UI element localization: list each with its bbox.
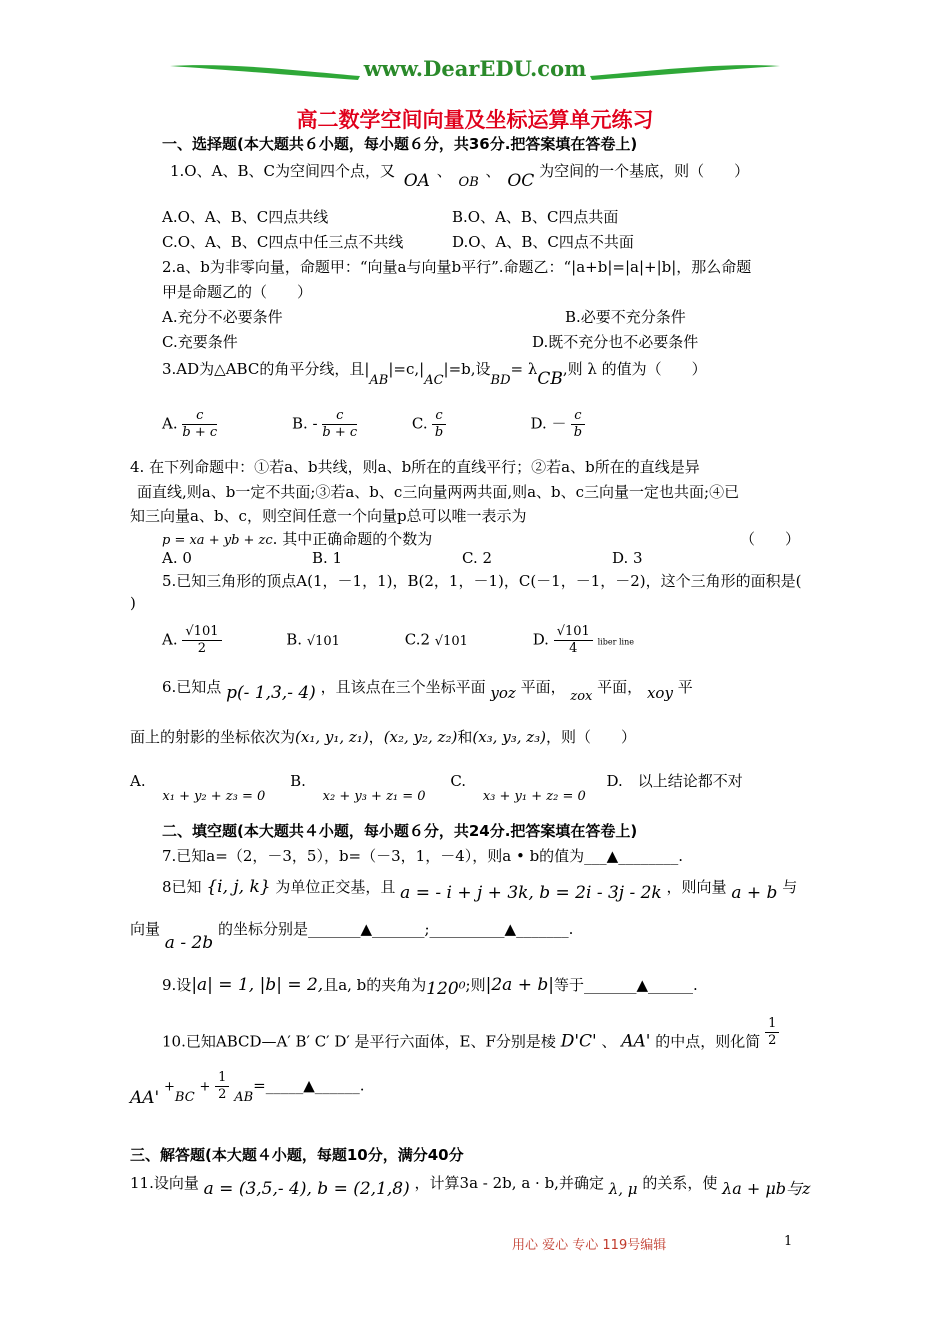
q9-text: 9.设|a| = 1, |b| = 2,且a, b的夹角为120⁰;则|2a + b|等于_______▲______. [162,975,698,999]
q4-line2: 面直线,则a、b一定不共面;③若a、b、c三向量两两共面,则a、b、c三向量一定也共面;④已 [137,483,740,501]
q2-option-d: D.既不充分也不必要条件 [532,333,699,351]
q6-line2: 面上的射影的坐标依次为(x₁, y₁, z₁)，(x₂, y₂, z₂)和(x₃, y₃, z₃)，则（ ） [130,728,637,746]
q8-line1: 8已知 {i, j, k} 为单位正交基，且 a = - i + j + 3k, b = 2i - 3j - 2k ，则向量 a + b 与 [162,877,798,903]
q10-line1: 10.已知ABCD—A′ B′ C′ D′ 是平行六面体，E、F分别是棱 D'C' 、 AA' 的中点，则化简 $\frac{1}{2}$ [162,1026,779,1059]
q4-option-b: B. 1 [312,549,343,567]
footer-text: 用心 爱心 专心 119号编辑 [512,1238,667,1253]
q5-options: A. $\frac{√101}{2}$ B. √101 C.2 √101 D. $\frac{√101}{4}$ liber line [162,624,634,656]
q7-text: 7.已知a=（2，－3，5），b=（－3，1，－4），则a • b的值为___▲________. [162,847,683,865]
q1-option-b: B.O、A、B、C四点共面 [452,208,619,226]
site-banner [170,52,780,92]
q2-option-b: B.必要不充分条件 [565,308,686,326]
q10-line2: AA' +BC + $\frac{1}{2}$ AB=_____▲______. [130,1070,365,1108]
q11-text: 11.设向量 a = (3,5,- 4), b = (2,1,8) ，计算3a - 2b, a · b,并确定 λ, μ 的关系，使 λa + μb与z [130,1174,811,1199]
section-heading-3: 三、解答题(本大题４小题，每题10分，满分40分 [130,1146,464,1164]
q4-option-d: D. 3 [612,549,643,567]
q4-line3: 知三向量a、b、c，则空间任意一个向量p总可以唯一表示为 [130,507,527,525]
q5-line2: ) [130,594,136,612]
q1-option-d: D.O、A、B、C四点不共面 [452,233,634,251]
q1-option-c: C.O、A、B、C四点中任三点不共线 [162,233,404,251]
q4-option-a: A. 0 [162,549,192,567]
q1-option-a: A.O、A、B、C四点共线 [162,208,329,226]
q1-stem: 1.O、A、B、C为空间四个点，又 OA 、 OB 、 OC 为空间的一个基底，则（ ） [170,162,750,191]
q2-option-a: A.充分不必要条件 [162,308,283,326]
vec-oc: OC [507,171,535,191]
liber-line-mark: liber line [597,637,634,647]
q2-line1: 2.a、b为非零向量，命题甲：“向量a与向量b平行”.命题乙：“|a+b|=|a|+|b|，那么命题 [162,258,752,276]
q5-line1: 5.已知三角形的顶点A(1，－1，1)，B(2，1，－1)，C(－1，－1，－2)，这个三角形的面积是( [162,572,802,590]
q8-line2: 向量 a - 2b 的坐标分别是_______▲_______;__________▲_______. [130,920,574,953]
q2-option-c: C.充要条件 [162,333,238,351]
page-number: 1 [784,1234,793,1249]
site-url[interactable]: www.DearEDU.com [363,56,587,81]
q3-options: A. $\frac{c}{b + c}$ B. - $\frac{c}{b + c}$ C. $\frac{c}{b}$ D. － $\frac{c}{b}$ [162,408,585,441]
q4-line1: 4. 在下列命题中：①若a、b共线，则a、b所在的直线平行；②若a、b所在的直线是异 [130,458,700,476]
vec-oa: OA [403,171,430,191]
q6-options: A. x₁ + y₂ + z₃ = 0 B. x₂ + y₃ + z₁ = 0 C. x₃ + y₁ + z₂ = 0 D. 以上结论都不对 [130,772,743,804]
section-heading-2: 二、填空题(本大题共４小题，每小题６分，共24分.把答案填在答卷上) [162,822,638,840]
page-title: 高二数学空间向量及坐标运算单元练习 [296,108,654,132]
q3-stem: 3.AD为△ABC的角平分线，且|AB|=c,|AC|=b,设BD= λCB,则 λ 的值为（ ） [162,360,707,389]
q4-line4: p = xa + yb + zc. 其中正确命题的个数为 [162,530,433,548]
q4-option-c: C. 2 [462,549,493,567]
q2-line2: 甲是命题乙的（ ） [162,283,313,301]
vec-ob: OB [458,175,479,190]
q4-paren: （ ） [740,530,801,548]
section-heading-1: 一、选择题(本大题共６小题，每小题６分，共36分.把答案填在答卷上) [162,135,638,153]
q6-line1: 6.已知点 p(- 1,3,- 4) ，且该点在三个坐标平面 yoz 平面， zox 平面， xoy 平 [162,678,693,704]
